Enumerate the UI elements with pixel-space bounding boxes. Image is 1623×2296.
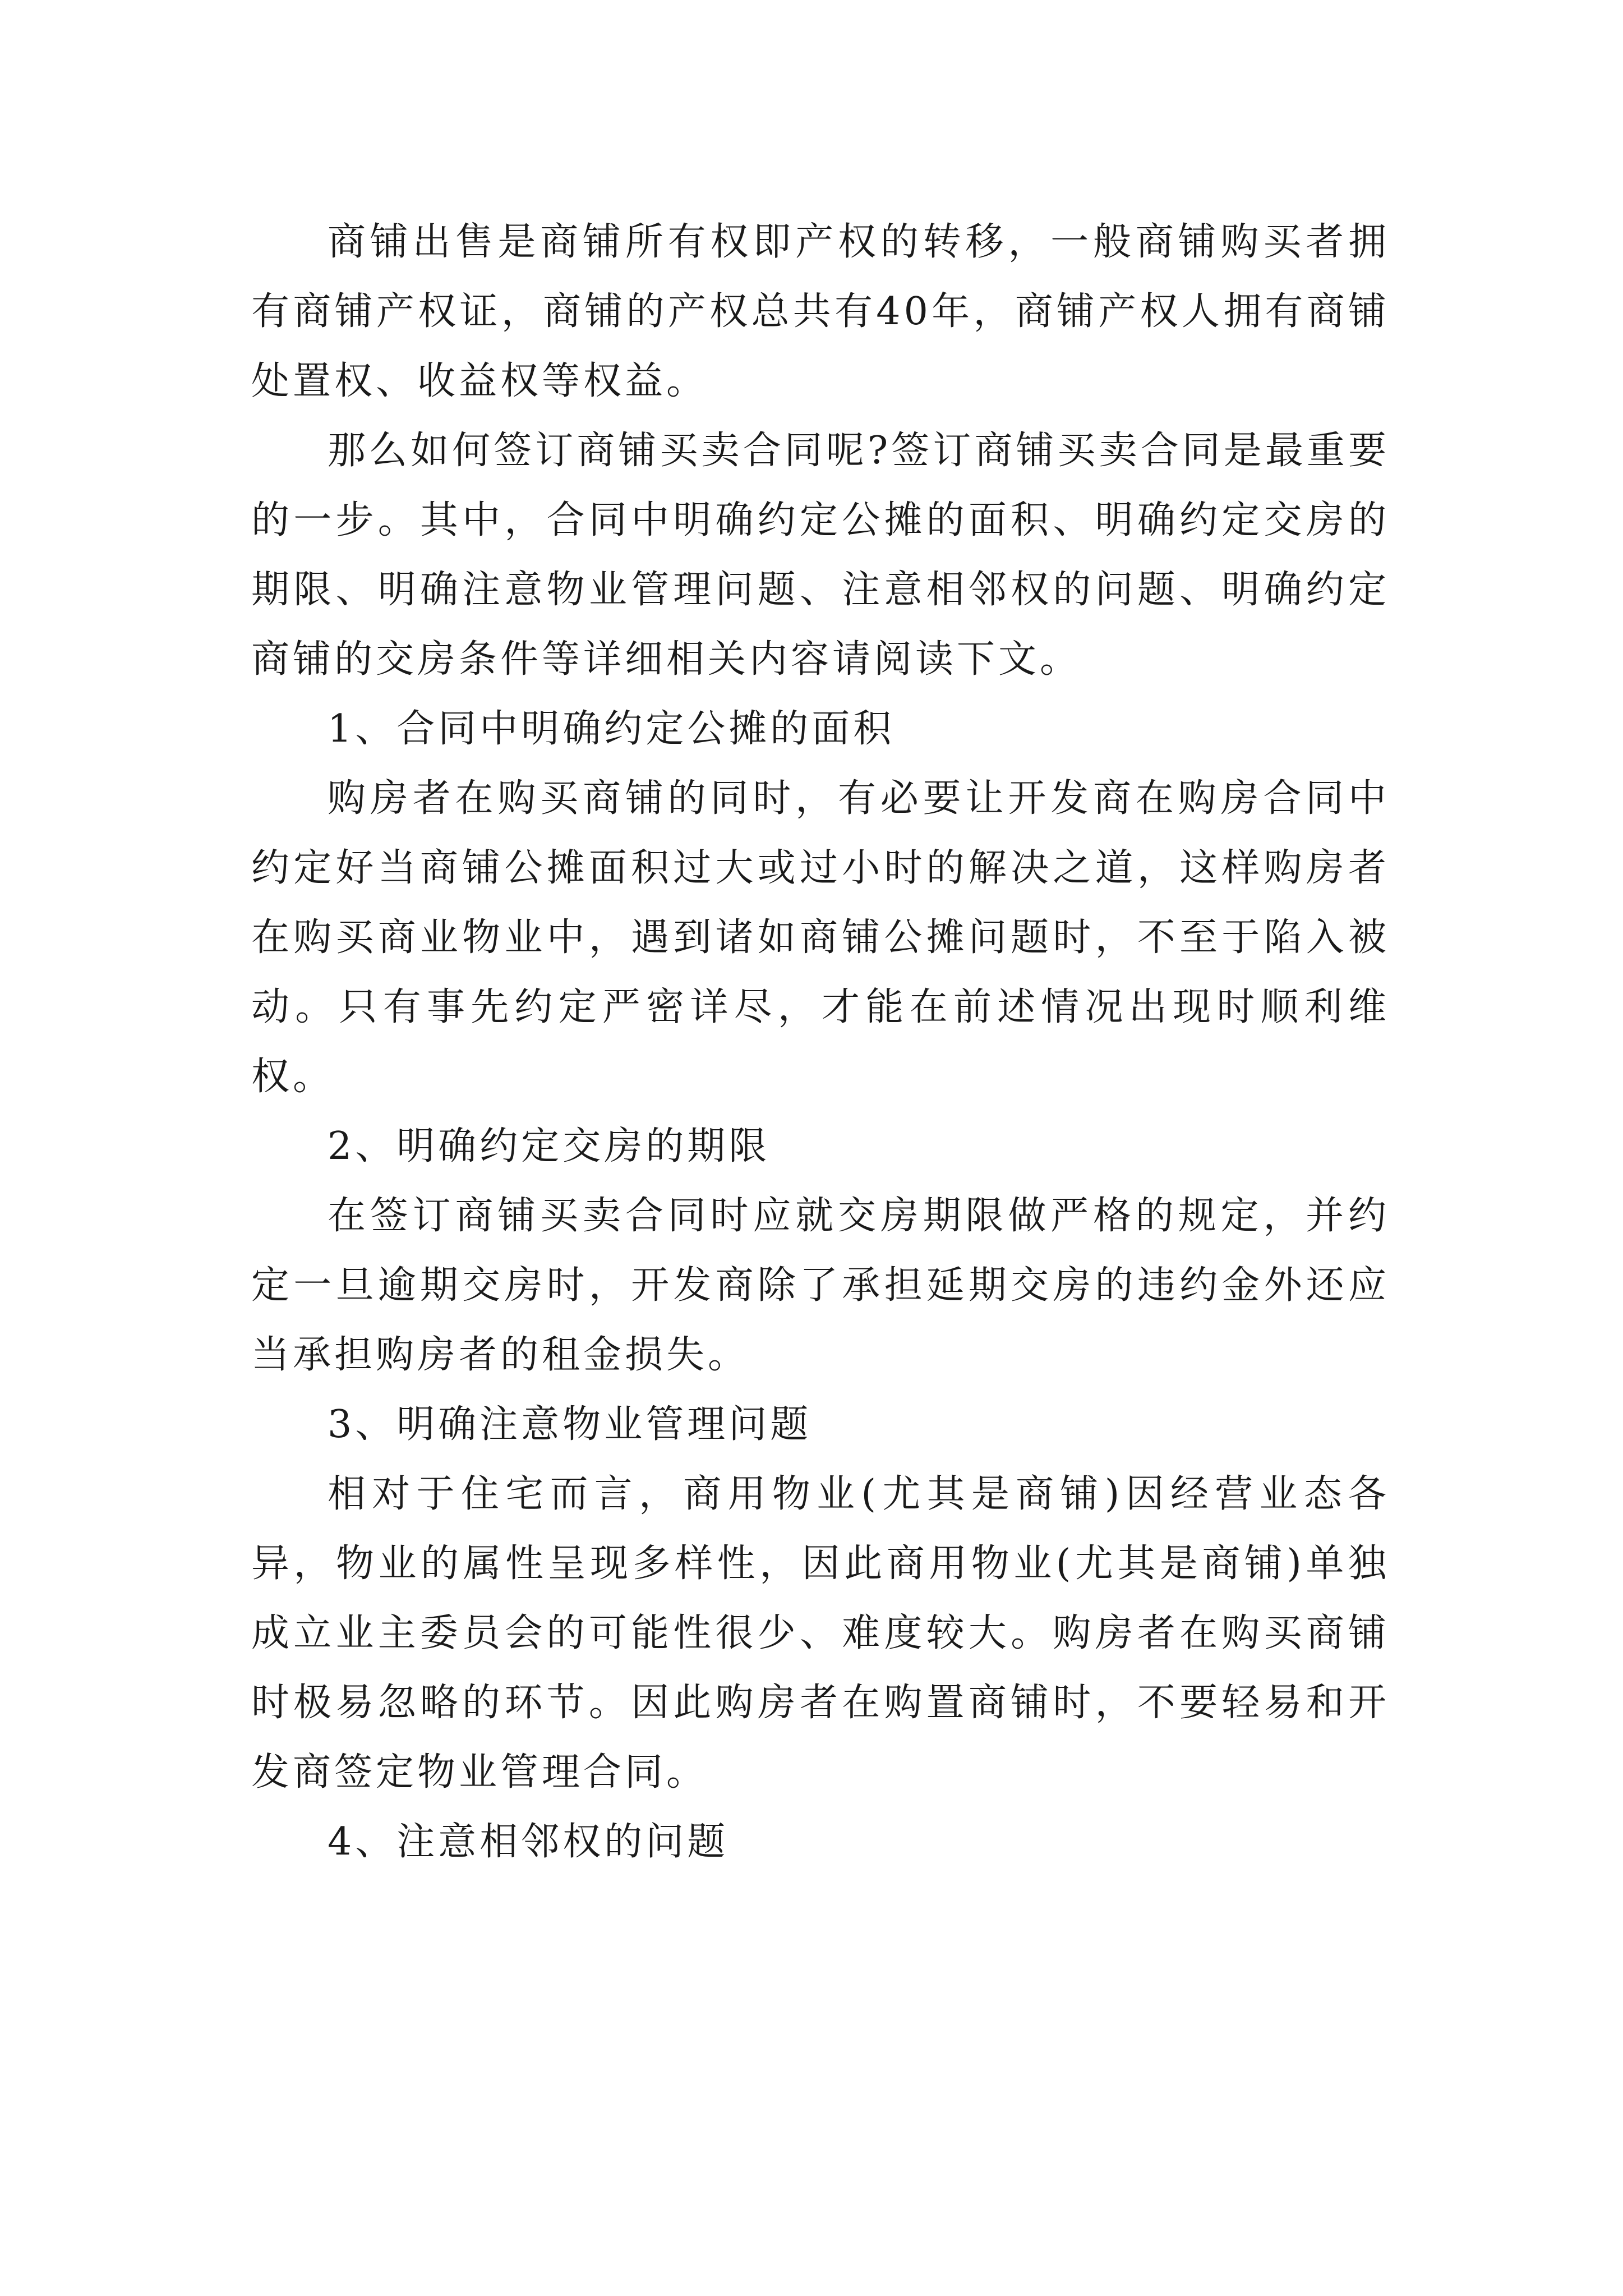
paragraph-intro: 商铺出售是商铺所有权即产权的转移，一般商铺购买者拥有商铺产权证，商铺的产权总共有40年，商铺产权人拥有商铺处置权、收益权等权益。 [251,220,1390,403]
paragraph-overview: 那么如何签订商铺买卖合同呢?签订商铺买卖合同是最重要的一步。其中，合同中明确约定公摊的面积、明确约定交房的期限、明确注意物业管理问题、注意相邻权的问题、明确约定商铺的交房条件等详细相关内容请阅读下文。 [251,429,1390,682]
section-heading-3: 3、明确注意物业管理问题 [328,1402,812,1447]
paragraph-section-2: 在签订商铺买卖合同时应就交房期限做严格的规定，并约定一旦逾期交房时，开发商除了承担延期交房的违约金外还应当承担购房者的租金损失。 [251,1194,1390,1377]
section-heading-4: 4、注意相邻权的问题 [328,1820,729,1864]
paragraph-section-1: 购房者在购买商铺的同时，有必要让开发商在购房合同中约定好当商铺公摊面积过大或过小时的解决之道，这样购房者在购买商业物业中，遇到诸如商铺公摊问题时，不至于陷入被动。只有事先约定严密详尽，才能在前述情况出现时顺利维权。 [251,776,1390,1099]
document-body [251,208,1390,1877]
section-heading-1: 1、合同中明确约定公摊的面积 [328,707,895,751]
paragraph-section-3: 相对于住宅而言，商用物业(尤其是商铺)因经营业态各异，物业的属性呈现多样性，因此商用物业(尤其是商铺)单独成立业主委员会的可能性很少、难度较大。购房者在购买商铺时极易忽略的环节。因此购房者在购置商铺时，不要轻易和开发商签定物业管理合同。 [251,1472,1390,1795]
section-heading-2: 2、明确约定交房的期限 [328,1124,771,1168]
